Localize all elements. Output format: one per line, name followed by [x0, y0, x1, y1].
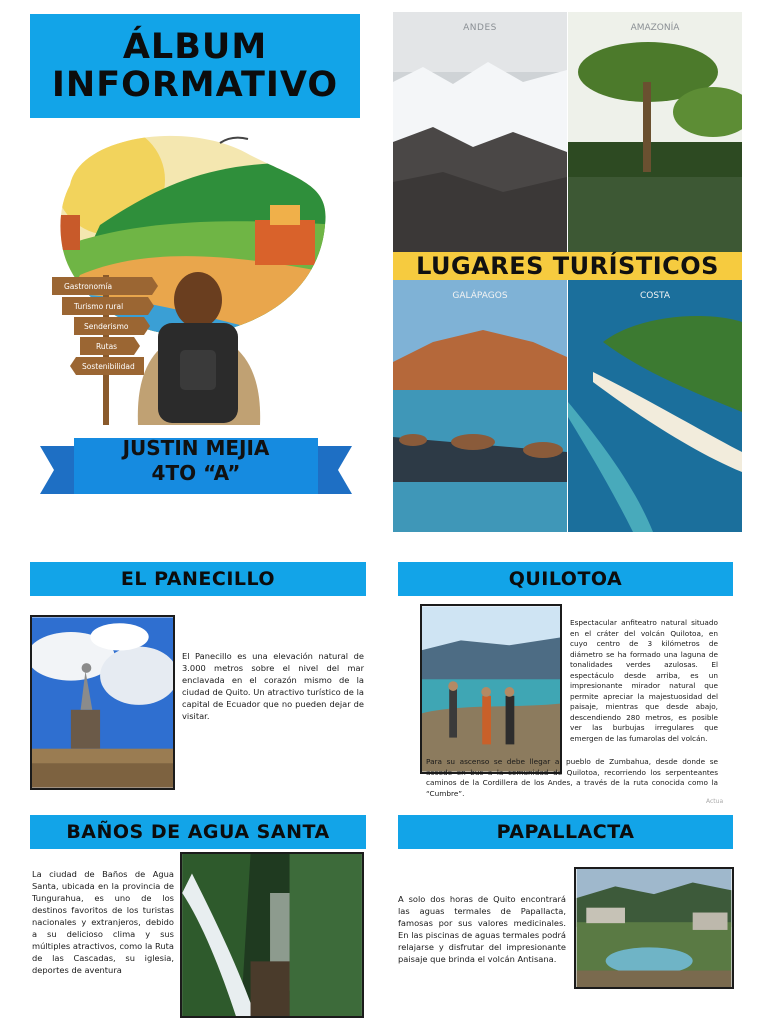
author-class: 4TO “A”: [151, 461, 241, 485]
author-name: JUSTIN MEJIA: [122, 436, 270, 460]
label-costa: COSTA: [639, 291, 671, 301]
quilotoa-text-2-content: Para su ascenso se debe llegar al pueblo de Zumbahua, desde donde se accede en bus a la comunidad de Quilotoa, recorriendo los serpenteantes caminos de la Cordillera de los Andes, a través de la ruta conocida como la “Cumbre”.: [426, 757, 718, 798]
banos-photo: [180, 852, 364, 1018]
panecillo-text: El Panecillo es una elevación natural de 3.000 metros sobre el nivel del mar enclavada en el corazón mismo de la ciudad de Quito. Un atractivo turístico de la capital de Ecuador que no pueden dejar de visitar.: [182, 651, 364, 721]
sign-turismo-rural: Turismo rural: [74, 302, 124, 311]
banos-header: BAÑOS DE AGUA SANTA: [30, 815, 366, 849]
sign-senderismo: Senderismo: [84, 322, 129, 331]
label-andes: ANDES: [463, 23, 497, 33]
papallacta-text: A solo dos horas de Quito encontrará las aguas termales de Papallacta, famosas por sus valores medicinales. En las piscinas de aguas termales podrá relajarse y disfrutar del impresionante paisaje que brinda el volcán Antisana.: [398, 894, 566, 964]
quilotoa-credit: Actua: [706, 798, 724, 805]
author-text: [40, 436, 352, 486]
sign-gastronomia: Gastronomía: [64, 282, 113, 291]
label-amazonia: AMAZONÍA: [630, 23, 680, 33]
quilotoa-photo: [420, 604, 562, 774]
cover-illustration: [40, 125, 340, 430]
banos-text: La ciudad de Baños de Agua Santa, ubicada en la provincia de Tungurahua, es uno de los destinos favoritos de los turistas nacionales y extranjeros, debido a su delicioso clima y sus múltiples atractivos, como la Ruta de las Cascadas, su iglesia, deportes de aventura: [32, 869, 174, 975]
panecillo-header: EL PANECILLO: [30, 562, 366, 596]
album-title-banner: [30, 14, 360, 118]
quilotoa-header: QUILOTOA: [398, 562, 733, 596]
label-galapagos: GALÁPAGOS: [452, 291, 508, 301]
sign-sostenibilidad: Sostenibilidad: [82, 362, 135, 371]
panecillo-photo: [30, 615, 175, 790]
sign-rutas: Rutas: [96, 342, 118, 351]
album-title-line2: INFORMATIVO: [51, 65, 339, 105]
papallacta-header: PAPALLACTA: [398, 815, 733, 849]
quilotoa-text-2: [426, 757, 718, 799]
quilotoa-text-1: Espectacular anfiteatro natural situado en el cráter del volcán Quilotoa, en cuyo centro de 3 kilómetros de diámetro se ha formado una laguna de tonalidades verdes azulosas. El espectáculo desde arriba, es un impresionante mirador natural que permite apreciar la majestuosidad del paisaje, mientras que desde abajo, descendiendo 280 metros, es posible ver las burbujas irregulares que emergen de las fumarolas del volcán.: [570, 618, 718, 743]
papallacta-photo: [574, 867, 734, 989]
lugares-turisticos-banner: LUGARES TURÍSTICOS: [393, 252, 742, 280]
album-title-line1: ÁLBUM: [122, 27, 268, 67]
